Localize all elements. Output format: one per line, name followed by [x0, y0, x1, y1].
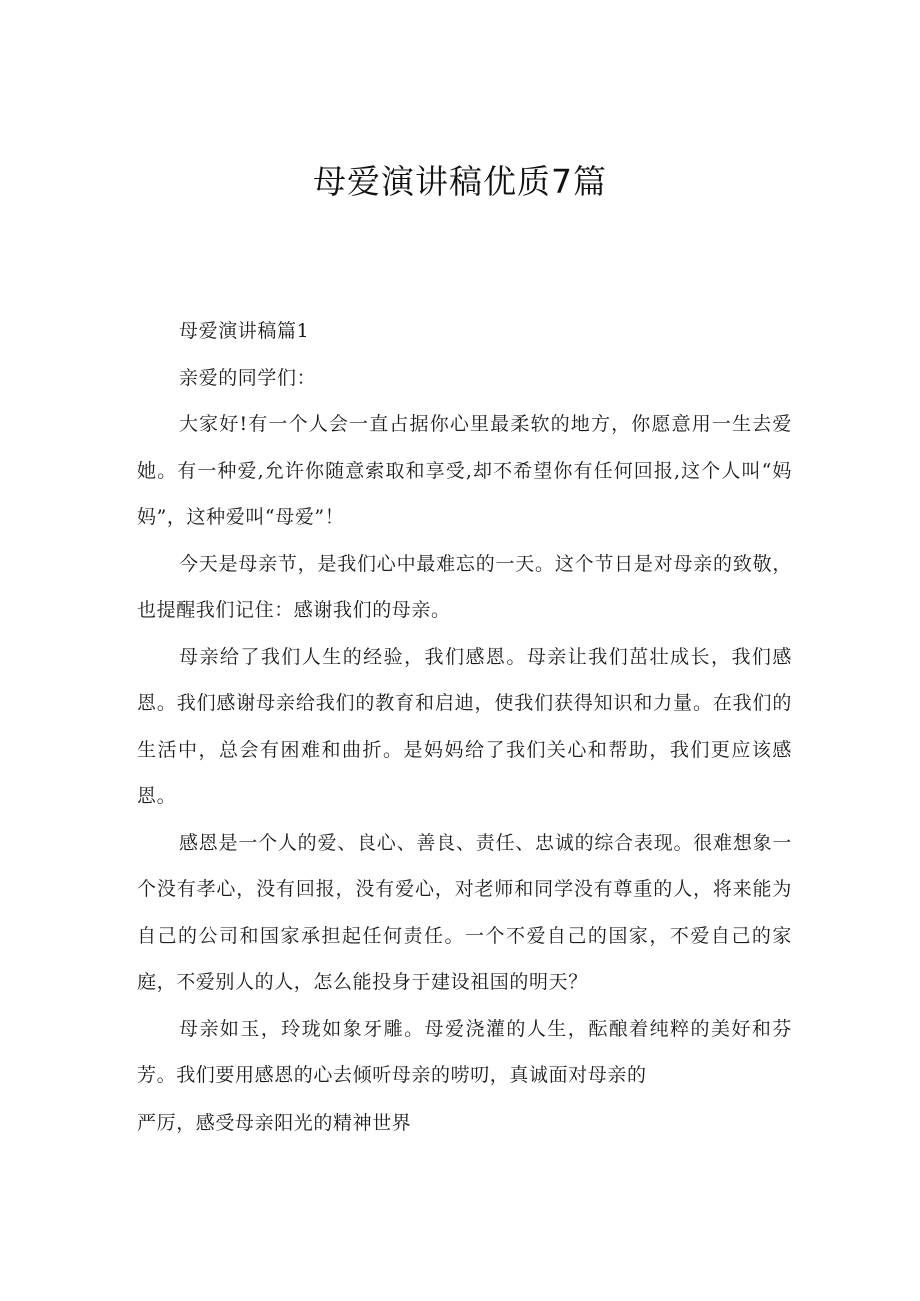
document-body	[137, 308, 792, 1099]
section-heading: 母爱演讲稿篇1	[179, 320, 310, 342]
body-paragraph: 大家好!有一个人会一直占据你心里最柔软的地方，你愿意用一生去爱她。有一种爱,允许你随意索取和享受,却不希望你有任何回报,这个人叫“妈妈”，这种爱叫“母爱”！	[137, 413, 792, 528]
body-paragraph: 感恩是一个人的爱、良心、善良、责任、忠诚的综合表现。很难想象一个没有孝心，没有回报，没有爱心，对老师和同学没有尊重的人，将来能为自己的公司和国家承担起任何责任。一个不爱自己的国家，不爱自己的家庭，不爱别人的人，怎么能投身于建设祖国的明天？	[137, 831, 792, 993]
body-paragraph: 母亲给了我们人生的经验，我们感恩。母亲让我们茁壮成长，我们感恩。我们感谢母亲给我们的教育和启迪，使我们获得知识和力量。在我们的生活中，总会有困难和曲折。是妈妈给了我们关心和帮助，我们更应该感恩。	[137, 645, 792, 807]
continuation-line: 严厉，感受母亲阳光的精神世界	[137, 1112, 412, 1134]
document-title: 母爱演讲稿优质7篇	[313, 162, 607, 201]
body-paragraph: 今天是母亲节，是我们心中最难忘的一天。这个节日是对母亲的致敬，也提醒我们记住：感谢我们的母亲。	[137, 552, 792, 621]
body-paragraph: 母亲如玉，玲珑如象牙雕。母爱浇灌的人生，酝酿着纯粹的美好和芬芳。我们要用感恩的心去倾听母亲的唠叨，真诚面对母亲的	[137, 1017, 792, 1086]
salutation: 亲爱的同学们：	[179, 366, 317, 389]
